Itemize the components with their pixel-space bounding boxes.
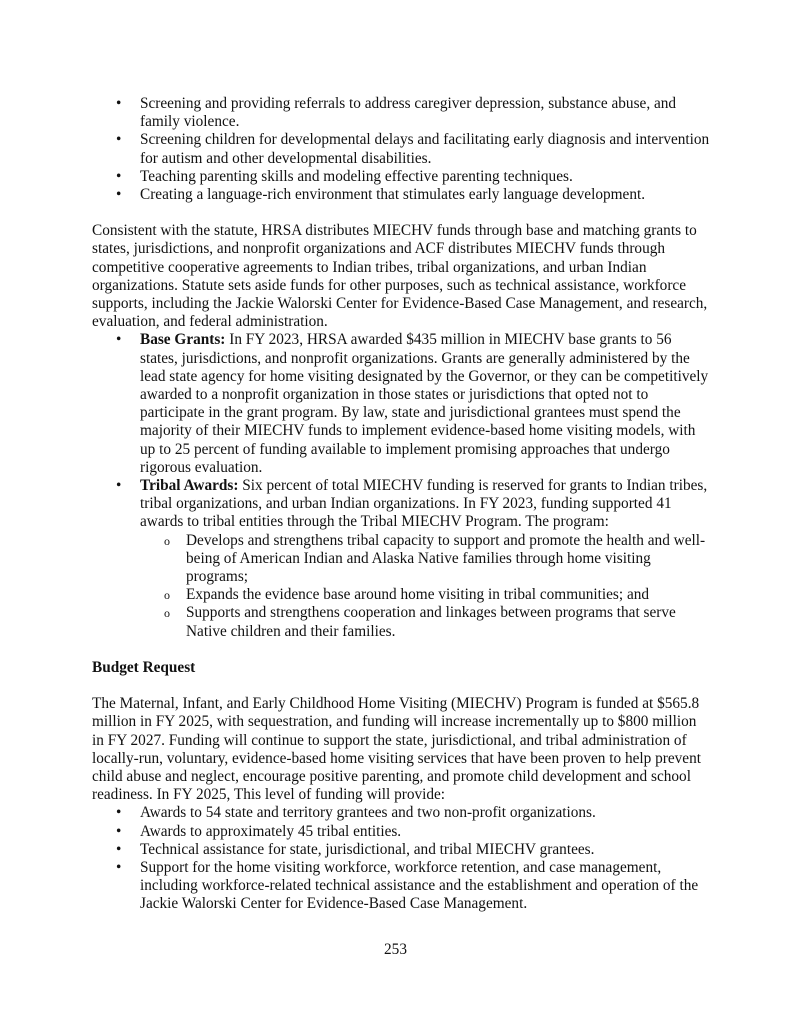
- sub-list-item-text: Supports and strengthens cooperation and linkages between programs that serve Native children and their families.: [186, 604, 676, 640]
- hollow-bullet-icon: o: [164, 533, 170, 548]
- budget-paragraph: The Maternal, Infant, and Early Childhood Home Visiting (MIECHV) Program is funded at $565.8 million in FY 2025, with sequestration, and funding will increase incrementally up to $800 million in FY 2027. Funding will continue to support the state, jurisdictional, and tribal administration of locally-run, voluntary, evidence-based home visiting services that have been proven to help prevent child abuse and neglect, encourage positive parenting, and promote child development and school readiness. In FY 2025, This level of funding will provide:: [92, 695, 701, 804]
- list-item: [92, 841, 712, 859]
- list-item-text: Awards to approximately 45 tribal entities.: [140, 822, 402, 840]
- tribal-program-sub-list: [92, 532, 712, 641]
- bullet-icon: •: [116, 186, 122, 204]
- hollow-bullet-icon: o: [164, 588, 170, 603]
- list-item-text: Awards to 54 state and territory grantees and two non-profit organizations.: [140, 804, 596, 822]
- list-item: [92, 804, 712, 822]
- bullet-icon: •: [116, 331, 122, 349]
- list-item-text: Screening and providing referrals to address caregiver depression, substance abuse, and family violence.: [140, 95, 677, 131]
- list-item: [92, 95, 712, 131]
- page-number: 253: [384, 941, 407, 958]
- bullet-icon: •: [116, 131, 122, 149]
- bullet-icon: •: [116, 804, 122, 822]
- sub-list-item: [92, 532, 712, 587]
- list-item: [92, 131, 712, 167]
- base-grants-text: In FY 2023, HRSA awarded $435 million in MIECHV base grants to 56 states, jurisdictions, and nonprofit organizations. Grants are generally administered by the lead state agency for home visiting designated by the Governor, or they can be competitively awarded to a nonprofit organization in those states or jurisdictions that opted not to participate in the grant program. By law, state and jurisdictional grantees must spend the majority of their MIECHV funds to implement evidence-based home visiting models, with up to 25 percent of funding available to implement promising approaches that undergo rigorous evaluation.: [140, 331, 709, 476]
- sub-list-item: [92, 604, 712, 640]
- list-item: [92, 823, 712, 841]
- budget-bullet-list: [92, 804, 712, 913]
- list-item: [92, 186, 712, 204]
- bullet-icon: •: [116, 822, 122, 840]
- bullet-icon: •: [116, 858, 122, 876]
- intro-paragraph: Consistent with the statute, HRSA distributes MIECHV funds through base and matching grants to states, jurisdictions, and nonprofit organizations and ACF distributes MIECHV funds through competitive cooperative agreements to Indian tribes, tribal organizations, and urban Indian organizations. Statute sets aside funds for other purposes, such as technical assistance, workforce supports, including the Jackie Walorski Center for Evidence-Based Case Management, and research, evaluation, and federal administration.: [92, 222, 708, 331]
- list-item-text: Screening children for developmental delays and facilitating early diagnosis and intervention for autism and other developmental disabilities.: [140, 131, 710, 167]
- grants-bullet-list: [92, 331, 712, 531]
- sub-list-item: [92, 586, 712, 604]
- bullet-icon: •: [116, 95, 122, 112]
- page-content: [92, 95, 712, 914]
- sub-list-item-text: Expands the evidence base around home visiting in tribal communities; and: [186, 586, 650, 604]
- base-grants-label: Base Grants:: [140, 331, 226, 349]
- bullet-icon: •: [116, 167, 122, 185]
- list-item-text: Creating a language-rich environment that stimulates early language development.: [140, 186, 646, 204]
- tribal-awards-label: Tribal Awards:: [140, 477, 239, 495]
- list-item-tribal-awards: [92, 477, 712, 532]
- bullet-icon: •: [116, 477, 122, 495]
- list-item-base-grants: [92, 331, 712, 477]
- list-item-text: Support for the home visiting workforce, workforce retention, and case management, including workforce-related technical assistance and the establishment and operation of the Jackie Walorski Center for Evidence-Based Case Management.: [140, 858, 699, 913]
- bullet-icon: •: [116, 840, 122, 858]
- list-item: [92, 859, 712, 914]
- sub-list-item-text: Develops and strengthens tribal capacity to support and promote the health and well-being of American Indian and Alaska Native families through home visiting programs;: [186, 531, 706, 586]
- tribal-awards-text: Six percent of total MIECHV funding is reserved for grants to Indian tribes, tribal organizations, and urban Indian organizations. In FY 2023, funding supported 41 awards to tribal entities through the Tribal MIECHV Program. The program:: [140, 477, 708, 531]
- list-item: [92, 168, 712, 186]
- hollow-bullet-icon: o: [164, 606, 170, 621]
- services-bullet-list: [92, 95, 712, 204]
- list-item-text: Technical assistance for state, jurisdictional, and tribal MIECHV grantees.: [140, 840, 595, 858]
- list-item-text: Teaching parenting skills and modeling effective parenting techniques.: [140, 167, 573, 185]
- section-heading: Budget Request: [92, 658, 196, 676]
